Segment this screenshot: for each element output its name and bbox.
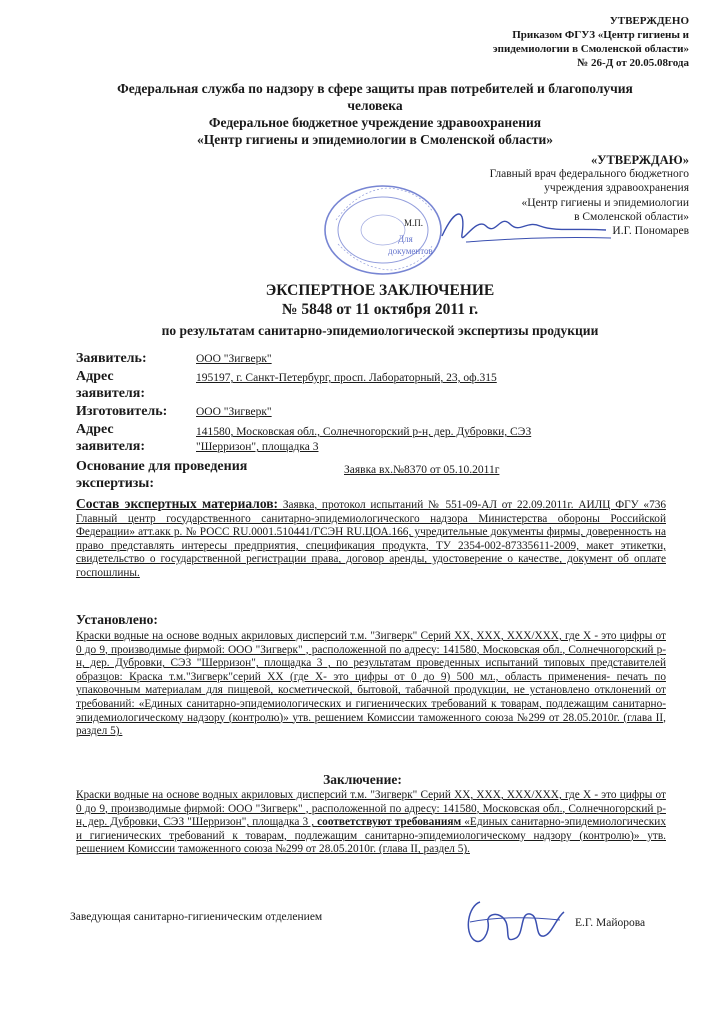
- applicant-value: ООО "Зигверк": [196, 353, 272, 365]
- conclusion-label: Заключение:: [323, 772, 402, 787]
- conclusion-text-before: Краски водные на основе водных акриловых дисперсий т.м. "Зигверк" Серий XX, XXX, XXX/XXX, где X - это цифры от 0 до 9, производимые фирмой: ООО "Зигверк" , расположенной по адресу: 141580, Московская обл., Солнечногорский р-н, дер. Дубровки, СЭЗ "Шерризон", площадка 3 ,: [76, 789, 666, 829]
- signer-name: Е.Г. Майорова: [575, 917, 646, 929]
- approval-title: УТВЕРЖДЕНО: [609, 15, 689, 27]
- confirm-signer: И.Г. Пономарев: [612, 225, 689, 238]
- established-text: Краски водные на основе водных акриловых дисперсий т.м. "Зигверк" Серий XX, XXX, XXX/XXX, где X - это цифры от 0 до 9, производимые фирмой: ООО "Зигверк" , расположенной по адресу: 141580, Московская обл., Солнечногорский р-н, дер. Дубровки, СЭЗ "Шерризон", площадка 3 , по результатам проведенных испытаний типовых представителей образцов: Краска т.м."Зигверк"серий XX (где X- это цифры от 0 до 9) 500 мл., область применения- печать по упаковочным материалам для пищевой, косметической, бытовой, табачной продукции, не установлено отклонений от требований: «Единых санитарно-эпидемиологических и гигиенических требований к товарам, подлежащим санитарно-эпидемиологическому надзору (контролю)» утв. решением Комиссии таможенного союза №299 от 28.05.2010г. (глава II, раздел 5).: [76, 630, 666, 738]
- applicant-address-value: 195197, г. Санкт-Петербург, просп. Лабораторный, 23, оф.315: [196, 372, 497, 384]
- manufacturer-address-value-1: 141580, Московская обл., Солнечногорский р-н, дер. Дубровки, СЭЗ: [196, 426, 532, 438]
- basis-label-2: экспертизы:: [76, 476, 155, 491]
- agency-line-3: Федеральное бюджетное учреждение здравоохранения: [208, 115, 542, 130]
- basis-value: Заявка вх.№8370 от 05.10.2011г: [344, 464, 500, 476]
- agency-line-2: человека: [347, 98, 403, 113]
- approval-block: [389, 14, 689, 70]
- confirm-line-1: Главный врач федерального бюджетного: [489, 168, 689, 181]
- confirm-heading: «УТВЕРЖДАЮ»: [591, 153, 689, 167]
- approval-order: Приказом ФГУЗ «Центр гигиены и: [512, 29, 689, 41]
- head-signature-icon: [436, 196, 616, 256]
- stamp-text-1: Для: [398, 234, 413, 244]
- stamp-text-2: документов: [388, 246, 433, 256]
- manufacturer-address-label-1: Адрес: [76, 422, 114, 437]
- materials-text: Заявка, протокол испытаний № 551-09-АЛ от 22.09.2011г. АИЛЦ ФГУ «736 Главный центр государственного санитарно-эпидемиологического надзора Министерства обороны Российской Федерации» атт.акк р. № РОСС RU.0001.510441/ГСЭН RU.ЦОА.166, учредительные документы фирмы, доверенность на право представлять интересы предприятия, спецификация продукта, ТУ 2354-002-87335611-2009, макет этикетки, свидетельство о государственной регистрации права, договор аренды, удостоверение о качестве, документ об оплате госпошлины.: [76, 499, 667, 579]
- document-title: ЭКСПЕРТНОЕ ЗАКЛЮЧЕНИЕ: [265, 282, 495, 299]
- document-subtitle: по результатам санитарно-эпидемиологической экспертизы продукции: [161, 323, 599, 338]
- round-stamp-icon: [318, 182, 448, 278]
- document-number: № 5848 от 11 октября 2011 г.: [281, 301, 479, 318]
- conclusion-text-after: «Единых санитарно-эпидемиологических и гигиенических требований к товарам, подлежащим санитарно-эпидемиологическому надзору (контролю)» утв. решением Комиссии таможенного союза №299 от 28.05.2010г. (глава II, раздел 5).: [76, 816, 666, 856]
- approval-number: № 26-Д от 20.05.08года: [577, 57, 689, 69]
- confirm-line-3: «Центр гигиены и эпидемиологии: [521, 196, 689, 209]
- manufacturer-address-value-2: "Шерризон", площадка 3: [196, 441, 319, 453]
- applicant-address-label-1: Адрес: [76, 369, 114, 384]
- materials-label: Состав экспертных материалов:: [76, 496, 279, 511]
- applicant-address-label-2: заявителя:: [76, 386, 146, 401]
- manufacturer-value: ООО "Зигверк": [196, 406, 272, 418]
- approval-org: эпидемиологии в Смоленской области»: [492, 43, 689, 55]
- signature-position: Заведующая санитарно-гигиеническим отделением: [70, 911, 323, 923]
- established-label: Установлено:: [76, 612, 158, 627]
- stamp-mp: М.П.: [404, 218, 424, 228]
- agency-header: [60, 80, 690, 148]
- manufacturer-label: Изготовитель:: [76, 404, 168, 419]
- materials-paragraph: [76, 497, 666, 581]
- confirm-line-4: в Смоленской области»: [574, 210, 689, 223]
- applicant-label: Заявитель:: [76, 351, 147, 366]
- agency-line-1: Федеральная служба по надзору в сфере защиты прав потребителей и благополучия: [117, 81, 633, 96]
- conclusion-paragraph: [76, 789, 666, 857]
- agency-line-4: «Центр гигиены и эпидемиологии в Смоленской области»: [197, 132, 553, 147]
- signature-icon: [460, 892, 570, 952]
- conclusion-bold: соответствуют требованиям: [317, 816, 462, 829]
- document-title-block: [60, 281, 700, 340]
- manufacturer-address-label-2: заявителя:: [76, 439, 146, 454]
- confirm-line-2: учреждения здравоохранения: [544, 182, 689, 195]
- basis-label-1: Основание для проведения: [76, 459, 248, 474]
